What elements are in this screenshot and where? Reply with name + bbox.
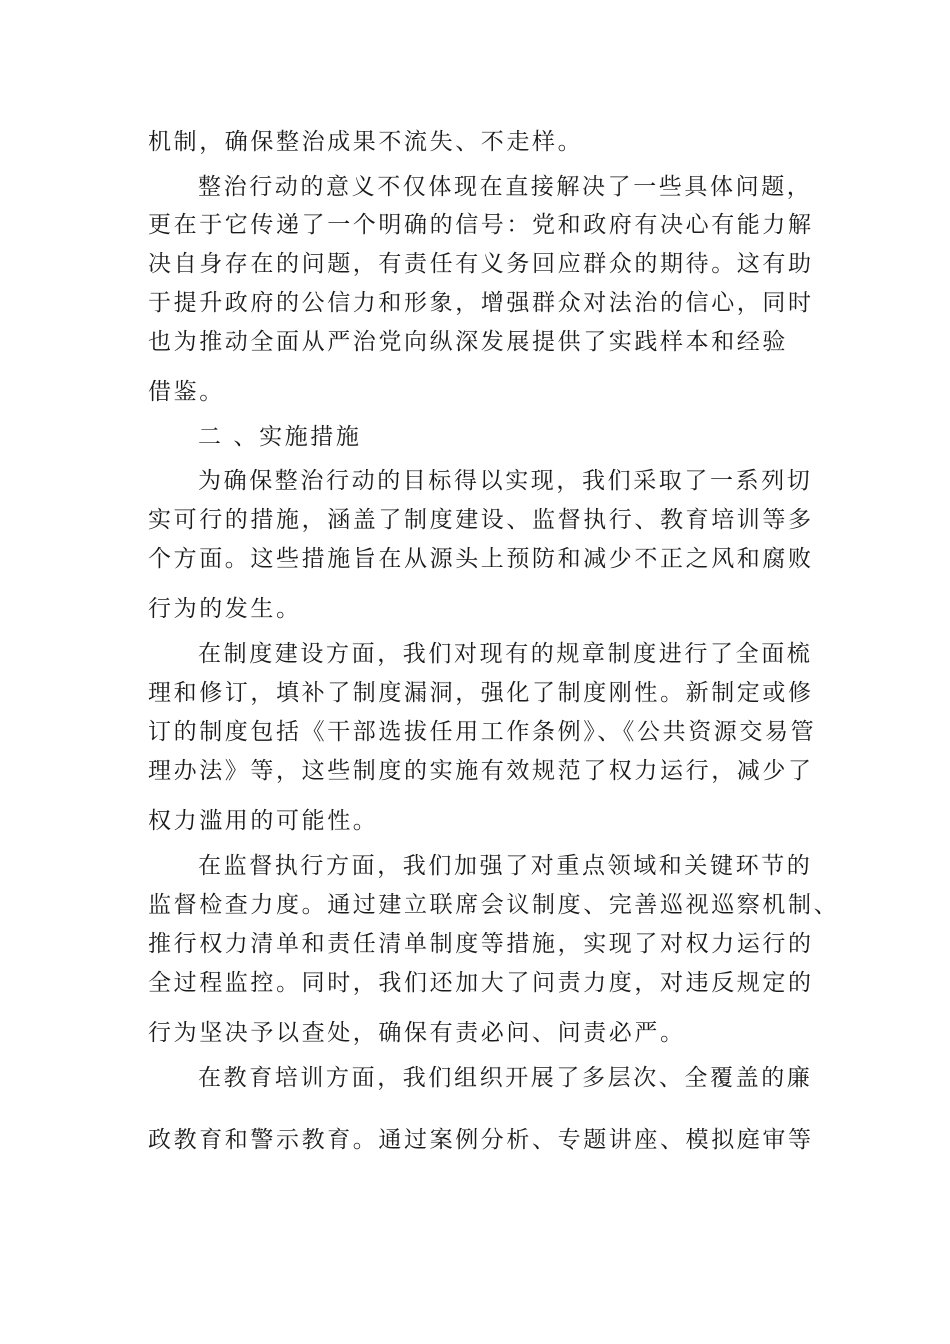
text-line: 于提升政府的公信力和形象，增强群众对法治的信心，同时 [148,290,814,316]
text-line: 行为的发生。 [148,596,302,622]
text-line: 也为推动全面从严治党向纵深发展提供了实践样本和经验 [148,329,788,355]
paragraph-first-line: 在制度建设方面，我们对现有的规章制度进行了全面梳 [198,641,813,667]
paragraph-first-line: 为确保整治行动的目标得以实现，我们采取了一系列切 [198,468,813,494]
text-line: 个方面。这些措施旨在从源头上预防和减少不正之风和腐败 [148,546,814,572]
paragraph-first-line: 在监督执行方面，我们加强了对重点领域和关键环节的 [198,853,813,879]
text-line: 政教育和警示教育。通过案例分析、专题讲座、模拟庭审等 [148,1127,814,1153]
text-line: 实可行的措施，涵盖了制度建设、监督执行、教育培训等多 [148,507,814,533]
text-line: 借鉴。 [148,379,225,405]
text-line: 理和修订，填补了制度漏洞，强化了制度刚性。新制定或修 [148,680,814,706]
text-line: 全过程监控。同时，我们还加大了问责力度，对违反规定的 [148,970,814,996]
section-heading: 二 、实施措施 [198,424,362,450]
paragraph-first-line: 在教育培训方面，我们组织开展了多层次、全覆盖的廉 [198,1065,813,1091]
paragraph-first-line: 整治行动的意义不仅体现在直接解决了一些具体问题， [198,174,813,200]
text-line: 监督检查力度。通过建立联席会议制度、完善巡视巡察机制、 [148,892,840,918]
text-line: 决自身存在的问题，有责任有义务回应群众的期待。这有助 [148,251,814,277]
text-line: 行为坚决予以查处，确保有责必问、问责必严。 [148,1020,686,1046]
text-line: 订的制度包括《干部选拔任用工作条例》、《公共资源交易管 [148,719,817,745]
text-line: 推行权力清单和责任清单制度等措施，实现了对权力运行的 [148,931,814,957]
text-line: 理办法》等，这些制度的实施有效规范了权力运行，减少了 [148,758,814,784]
text-line: 机制，确保整治成果不流失、不走样。 [148,129,584,155]
text-line: 更在于它传递了一个明确的信号：党和政府有决心有能力解 [148,212,814,238]
text-line: 权力滥用的可能性。 [148,808,379,834]
